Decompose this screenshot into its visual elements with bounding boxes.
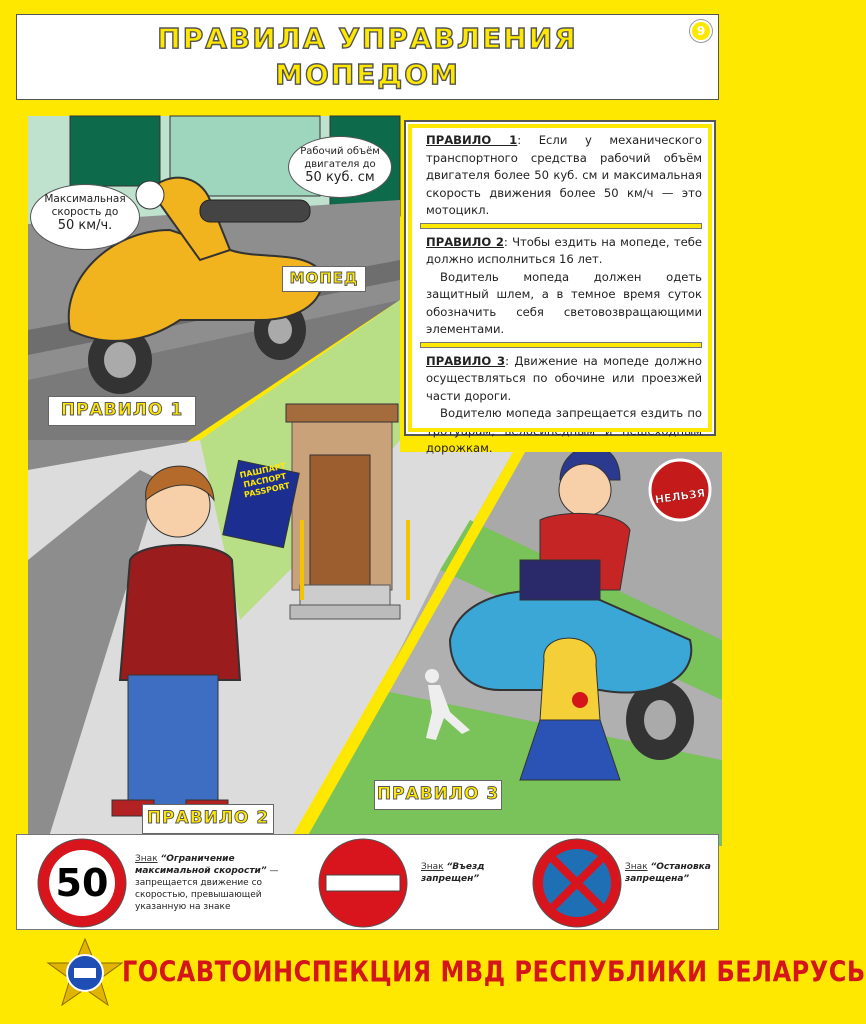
rule-3-text-2: Водителю мопеда запрещается ездить по тротуарам, велосипедным и пешеходным дорожкам.: [426, 406, 702, 455]
rule-3-block: [426, 353, 702, 458]
road-signs-strip: [16, 834, 719, 930]
no-entry-sign: [319, 839, 407, 927]
rule-3-text-1: : Движение на мопеде должно осуществляться по обочине или проезжей части дороги.: [426, 353, 702, 403]
nelzya-label: НЕЛЬЗЯ: [654, 486, 706, 507]
footer: [16, 935, 866, 1011]
volume-bubble-line-3: 50 куб. см: [305, 170, 375, 185]
no-entry-caption: [421, 861, 521, 885]
rule-2-label: ПРАВИЛО 2: [142, 804, 274, 834]
sign-1-desc: — запрещается движение со скоростью, превышающей указанную на знаке: [135, 866, 279, 912]
sign-3-name: “Остановка запрещена”: [625, 862, 711, 884]
rule-2-text-1: : Чтобы ездить на мопеде, тебе должно исполниться 16 лет.: [426, 234, 702, 266]
rule-3-label: ПРАВИЛО 3: [374, 780, 502, 810]
moped-label: МОПЕД: [282, 266, 366, 292]
speed-limit-number: 50: [55, 861, 109, 905]
gai-emblem-icon: [40, 935, 130, 1011]
volume-bubble: [288, 136, 392, 198]
speed-bubble-line-1: Максимальная: [44, 193, 126, 205]
rule-1-label: ПРАВИЛО 1: [48, 396, 196, 426]
rule-2-text-2: Водитель мопеда должен одеть защитный шлем, а в темное время суток обозначить себя световозвращающими элементами.: [426, 269, 702, 336]
rule-1-title: ПРАВИЛО 1: [426, 133, 518, 147]
rule-1-text: : Если у механического транспортного средства рабочий объём двигателя более 50 куб. см и максимальная скорость движения более 50 км/ч — это мотоцикл.: [426, 133, 702, 217]
rule-separator: [420, 342, 702, 348]
rule-3-title: ПРАВИЛО 3: [426, 353, 506, 368]
sign-3-znak: Знак: [625, 862, 648, 872]
no-stopping-sign: [533, 839, 621, 927]
no-stopping-caption: [625, 861, 717, 885]
page-number-badge: 9: [690, 20, 712, 42]
rule-2-block: [426, 234, 702, 339]
footer-text: ГОСАВТОИНСПЕКЦИЯ МВД РЕСПУБЛИКИ БЕЛАРУСЬ: [122, 955, 866, 989]
rule-1-block: [426, 132, 702, 220]
speed-bubble-line-2: скорость до: [51, 206, 119, 218]
sign-1-name: “Ограничение максимальной скорости”: [135, 854, 267, 876]
sign-2-name: “Въезд запрещен”: [421, 862, 485, 884]
passport-text: ПАШПАРТ ПАСПОРТ PASSPORT: [238, 461, 291, 500]
title-line-1: ПРАВИЛА УПРАВЛЕНИЯ: [157, 22, 578, 55]
sign-2-znak: Знак: [421, 862, 444, 872]
rules-box: [404, 120, 716, 455]
speed-limit-caption: [135, 853, 311, 913]
sign-1-znak: Знак: [135, 854, 158, 864]
speed-bubble: [30, 184, 140, 250]
volume-bubble-line-1: Рабочий объём: [300, 146, 380, 157]
speed-bubble-line-3: 50 км/ч.: [57, 218, 113, 233]
rule-2-title: ПРАВИЛО 2: [426, 234, 504, 249]
volume-bubble-line-2: двигателя до: [304, 159, 376, 170]
rule-separator: [420, 223, 702, 229]
title-line-2: МОПЕДОМ: [275, 58, 460, 91]
